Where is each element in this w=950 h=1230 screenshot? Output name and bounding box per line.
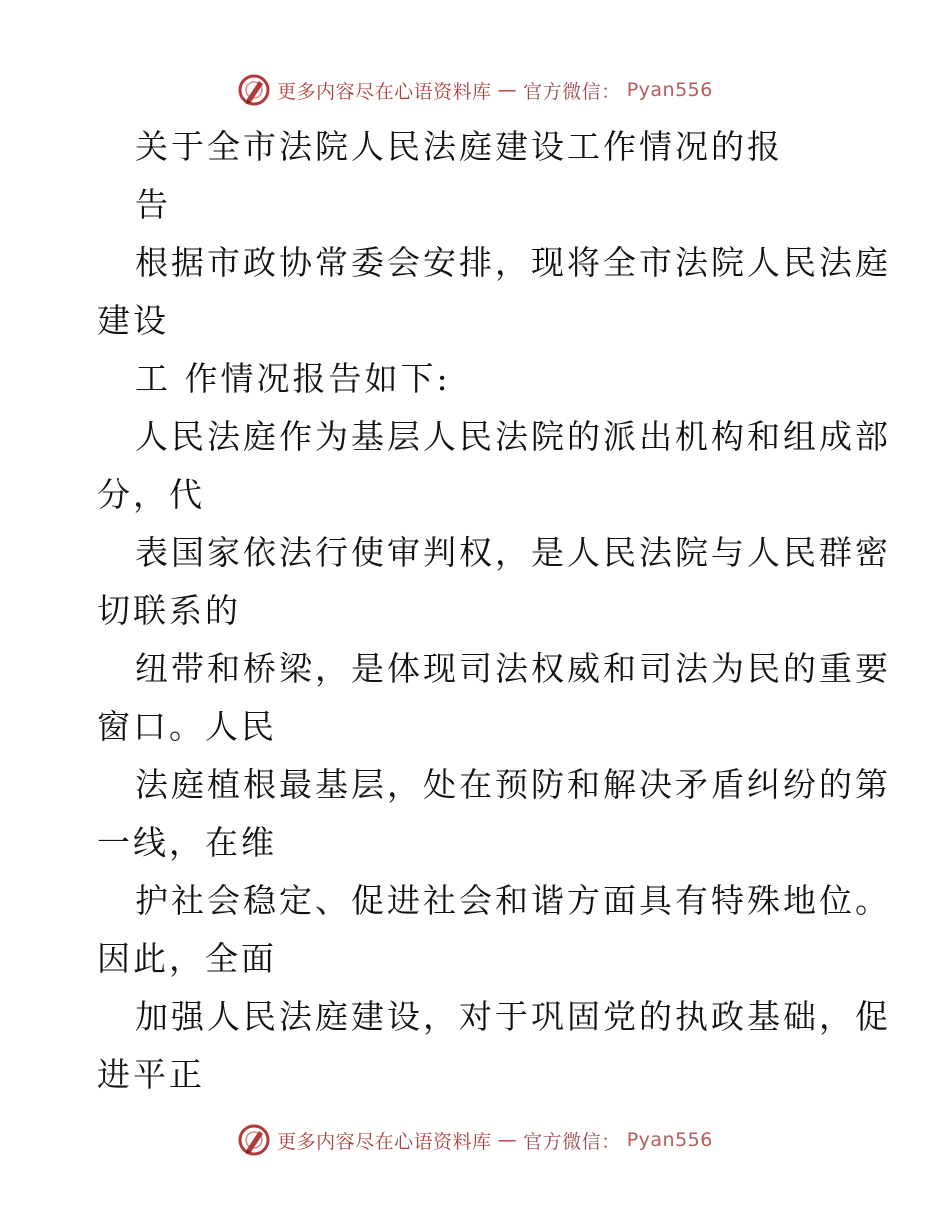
footer-banner-text: 更多内容尽在心语资料库 [277, 1130, 492, 1153]
paragraph-line: 工 作情况报告如下: [135, 359, 451, 398]
header-banner-separator: — [497, 79, 518, 101]
paragraph-line: 因此，全面 [97, 939, 277, 978]
paragraph-line: 法庭植根最基层，处在预防和解决矛盾纠纷的第 [135, 765, 891, 804]
paragraph-line: 进平正 [97, 1055, 205, 1094]
pen-logo-icon [237, 73, 271, 107]
paragraph-line: 护社会稳定、促进社会和谐方面具有特殊地位。 [135, 881, 891, 920]
document-title-line-1: 关于全市法院人民法庭建设工作情况的报 [135, 127, 783, 166]
paragraph-line: 建设 [97, 301, 169, 340]
paragraph-line: 窗口。人民 [97, 707, 277, 746]
footer-banner-separator: — [497, 1129, 518, 1151]
footer-banner [0, 1120, 950, 1160]
paragraph-line: 纽带和桥梁，是体现司法权威和司法为民的重要 [135, 649, 891, 688]
footer-banner-wechat-id: Pyan556 [626, 1129, 713, 1151]
paragraph-line: 一线，在维 [97, 823, 277, 862]
header-banner-label: 官方微信： [523, 80, 621, 103]
paragraph-line: 分，代 [97, 475, 205, 514]
header-banner-wechat-id: Pyan556 [626, 79, 713, 101]
paragraph-line: 加强人民法庭建设，对于巩固党的执政基础，促 [135, 997, 891, 1036]
footer-banner-label: 官方微信： [523, 1130, 621, 1153]
header-banner [0, 70, 950, 110]
pen-logo-icon [237, 1123, 271, 1157]
document-title-line-2: 告 [135, 185, 171, 224]
paragraph-line: 切联系的 [97, 591, 241, 630]
paragraph-line: 人民法庭作为基层人民法院的派出机构和组成部 [135, 417, 891, 456]
paragraph-line: 表国家依法行使审判权，是人民法院与人民群密 [135, 533, 891, 572]
header-banner-text: 更多内容尽在心语资料库 [277, 80, 492, 103]
paragraph-line: 根据市政协常委会安排，现将全市法院人民法庭 [135, 243, 891, 282]
